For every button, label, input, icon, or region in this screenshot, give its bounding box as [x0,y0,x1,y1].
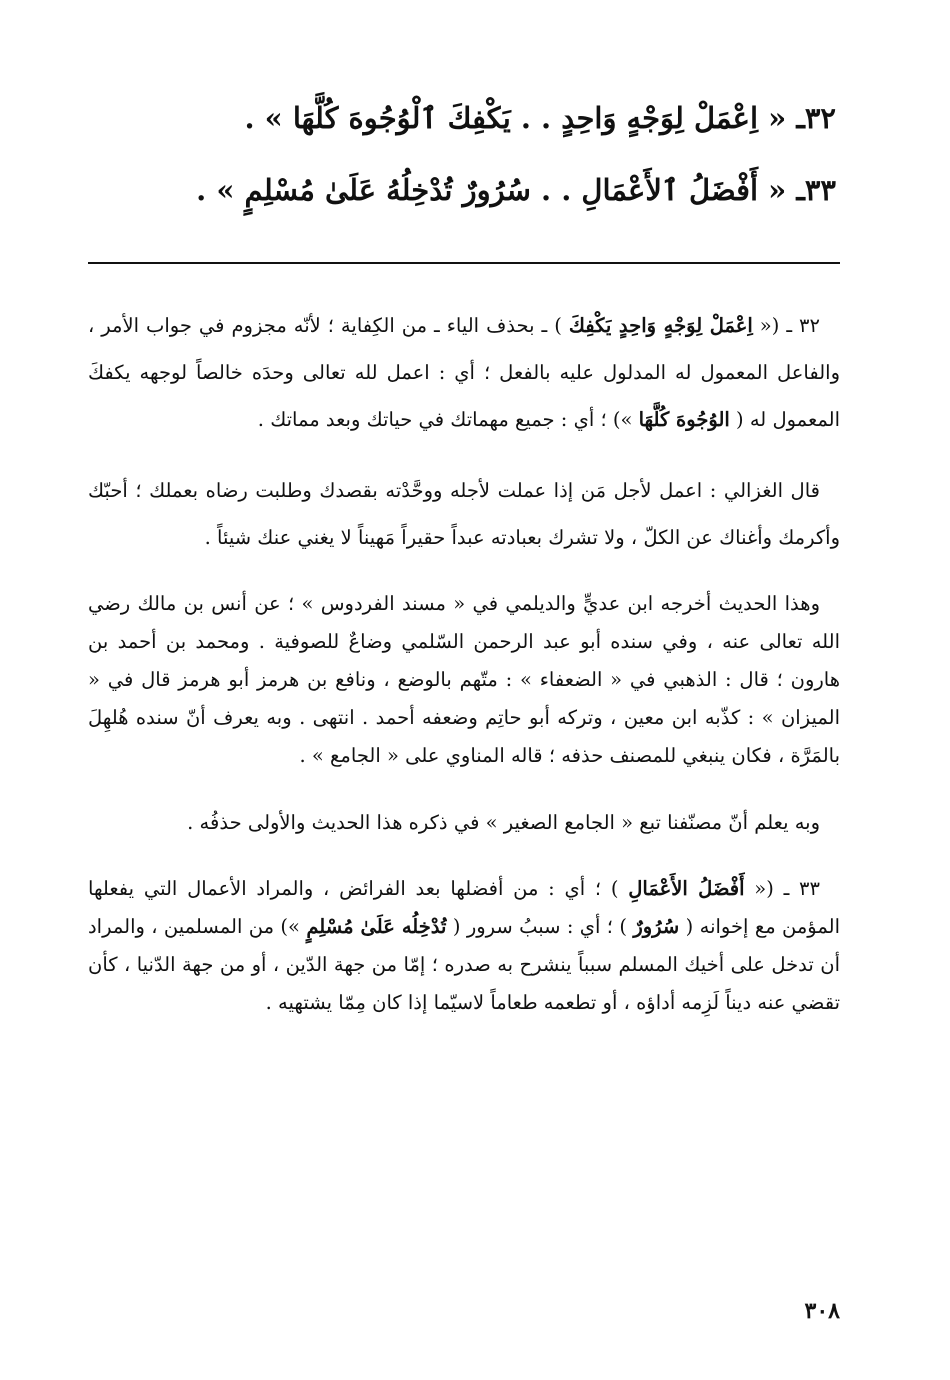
commentary-paragraph-32 [88,302,840,443]
commentary-paragraph-takhrij: وهذا الحديث أخرجه ابن عديٍّ والديلمي في « مسند الفردوس » ؛ عن أنس بن مالك رضي الله تعالى عنه ، وفي سنده أبو عبد الرحمن السّلمي وضاعٌ للصوفية . ومحمد بن أحمد بن هارون ؛ قال : الذهبي في « الضعفاء » : متّهم بالوضع ، ونافع بن هرمز أبو هرمز قال في « الميزان » : كذّبه ابن معين ، وتركه أبو حاتِم وضعفه أحمد . انتهى . وبه يعرف أنّ سنده هُلهِلَ بالمَرَّة ، فكان ينبغي للمصنف حذفه ؛ قاله المناوي على « الجامع » . [88,592,840,767]
paragraph-text: ) ؛ أي : سببُ سرور ( [446,915,634,938]
paragraph-text: ») ؛ أي : جميع مهماتك في حياتك وبعد مماتك . [257,408,639,431]
highlighted-phrase: الوُجُوهَ كُلَّهَا [638,408,730,431]
paragraph-text: ) ؛ أي : من أفضلها بعد الفرائض ، والمراد الأعمال التي يفعلها المؤمن مع إخوانه ( [88,877,840,938]
commentary-paragraph-33 [88,870,840,1022]
hadith-list [88,82,840,226]
highlighted-phrase: سُرُورٌ [633,915,680,938]
page-number: ٣٠٨ [804,1298,840,1324]
commentary-paragraph-ghazali: قال الغزالي : اعمل لأجل مَن إذا عملت لأجله ووحَّدْته بقصدك وطلبت رضاه بعملك ؛ أحبّك وأكرمك وأغناك عن الكلّ ، ولا تشرك بعبادته عبداً حقيراً مَهيناً لا يغني عنك شيئاً . [88,479,840,549]
book-page [88,0,840,1380]
paragraph-text: ») من المسلمين ، والمراد أن تدخل على أخيك المسلم سبباً ينشرح به صدره ؛ إمّا من جهة الدّين ، أو من جهة الدّنيا ، كأن تقضي عنه ديناً لَزِمه أداؤه ، أو تطعمه طعاماً لاسيّما إذا كان مِمّا يشتهيه . [88,915,840,1014]
paragraph-lead: ٣٢ ـ (« [752,314,820,337]
highlighted-phrase: تُدْخِلُه عَلَىٰ مُسْلِمٍ [306,915,447,938]
paragraph-lead: ٣٣ ـ (« [744,877,820,900]
commentary-paragraph-note: وبه يعلم أنّ مصنّفنا تبع « الجامع الصغير » في ذكره هذا الحديث والأولى حذفُه . [187,811,820,834]
highlighted-phrase: اِعْمَلْ لِوَجْهٍ وَاحِدٍ يَكْفِكَ [568,314,753,337]
hadith-33: ٣٣ـ « أَفْضَلُ ٱلأَعْمَالِ . . سُرُورٌ تُدْخِلُهُ عَلَىٰ مُسْلِمٍ » . [196,173,836,207]
highlighted-phrase: أَفْضَلُ الأَعْمَالِ [628,877,745,900]
paragraph-text: ) ـ بحذف الياء ـ من الكِفاية ؛ لأنّه مجزوم في جواب الأمر ، والفاعل المعمول له المدلول عليه بالفعل ؛ أي : اعمل لله تعالى وحدَه خالصاً لوجهه يكفكَ المعمول له ( [88,314,840,431]
commentary [88,302,840,1046]
section-divider [88,262,840,264]
hadith-32: ٣٢ـ « اِعْمَلْ لِوَجْهٍ وَاحِدٍ . . يَكْفِكَ ٱلْوُجُوهَ كُلَّهَا » . [244,101,836,135]
